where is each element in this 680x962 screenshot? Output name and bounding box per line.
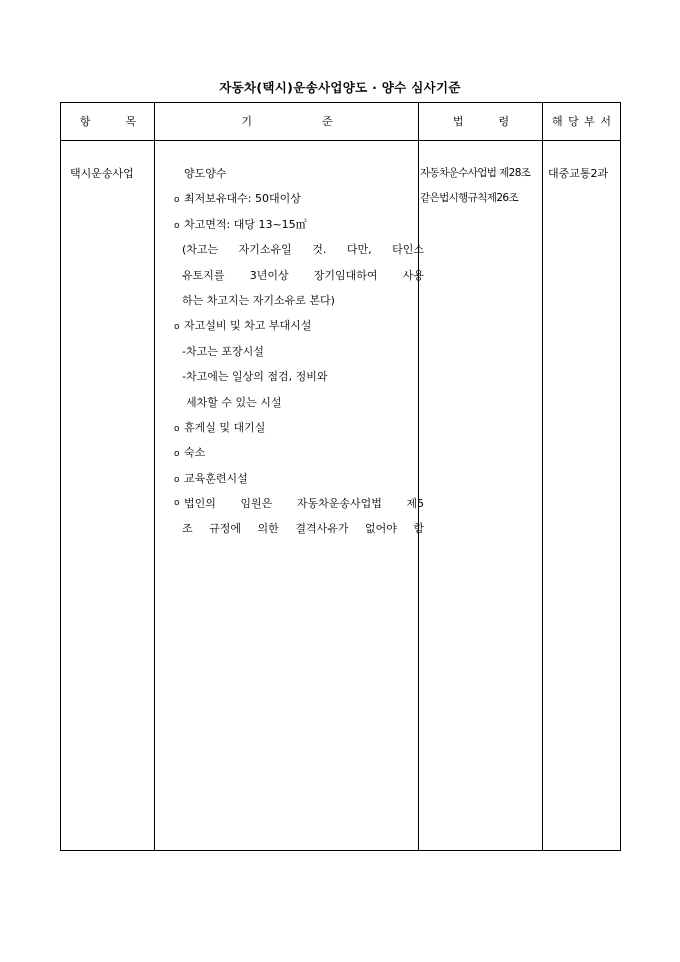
criteria-subitem: -차고는 포장시설: [182, 344, 264, 358]
criteria-note: (차고는 자기소유일 것. 다만, 타인소: [182, 243, 424, 257]
document-title: 자동차(택시)운송사업양도 · 양수 심사기준: [219, 80, 461, 95]
criteria-item: ο 법인의 임원은 자동차운송사업법 제5: [174, 491, 424, 516]
criteria-item: ο 자고설비 및 차고 부대시설: [174, 313, 424, 338]
bullet-icon: ο: [174, 423, 180, 434]
header-criteria: 기 준: [241, 115, 333, 128]
criteria-subitem: 세차할 수 있는 시설: [186, 395, 282, 409]
law-line: 같은법시행규칙제26조: [420, 192, 519, 205]
criteria-item: ο 숙소: [174, 440, 424, 465]
dept-cell: [548, 161, 608, 186]
bullet-icon: ο: [174, 498, 180, 509]
item-cell: [70, 161, 134, 186]
criteria-table: [60, 102, 621, 851]
item-text: 택시운송사업: [70, 167, 134, 180]
header-item: 항 목: [79, 115, 137, 128]
criteria-item: ο 휴게실 및 대기실: [174, 415, 424, 440]
criteria-note: 하는 차고지는 자기소유로 본다): [182, 293, 335, 307]
table-header-row: [61, 103, 620, 141]
column-divider: [154, 103, 155, 850]
criteria-item: ο 교육훈련시설: [174, 466, 424, 491]
criteria-note: 유토지를 3년이상 장기임대하여 사용: [182, 268, 424, 282]
column-divider: [542, 103, 543, 850]
criteria-item: ο 차고면적: 대당 13~15㎡: [174, 212, 424, 237]
law-line: 자동차운수사업법 제28조: [420, 167, 531, 179]
law-cell: [420, 161, 544, 212]
bullet-icon: ο: [174, 195, 180, 206]
criteria-item: ο 최저보유대수: 50대이상: [174, 186, 424, 211]
bullet-icon: ο: [174, 449, 180, 460]
dept-text: 대중교통2과: [548, 167, 609, 180]
bullet-icon: ο: [174, 474, 180, 485]
bullet-icon: ο: [174, 322, 180, 333]
criteria-note: 조 규정에 의한 결격사유가 없어야 함: [182, 522, 424, 536]
criteria-cell: [174, 161, 424, 542]
criteria-subitem: -차고에는 일상의 점검, 정비와: [182, 370, 328, 384]
header-law: 법 령: [452, 115, 510, 128]
header-dept: 해 당 부 서: [552, 115, 612, 128]
criteria-heading: 양도양수: [184, 167, 227, 180]
bullet-icon: ο: [174, 220, 180, 231]
